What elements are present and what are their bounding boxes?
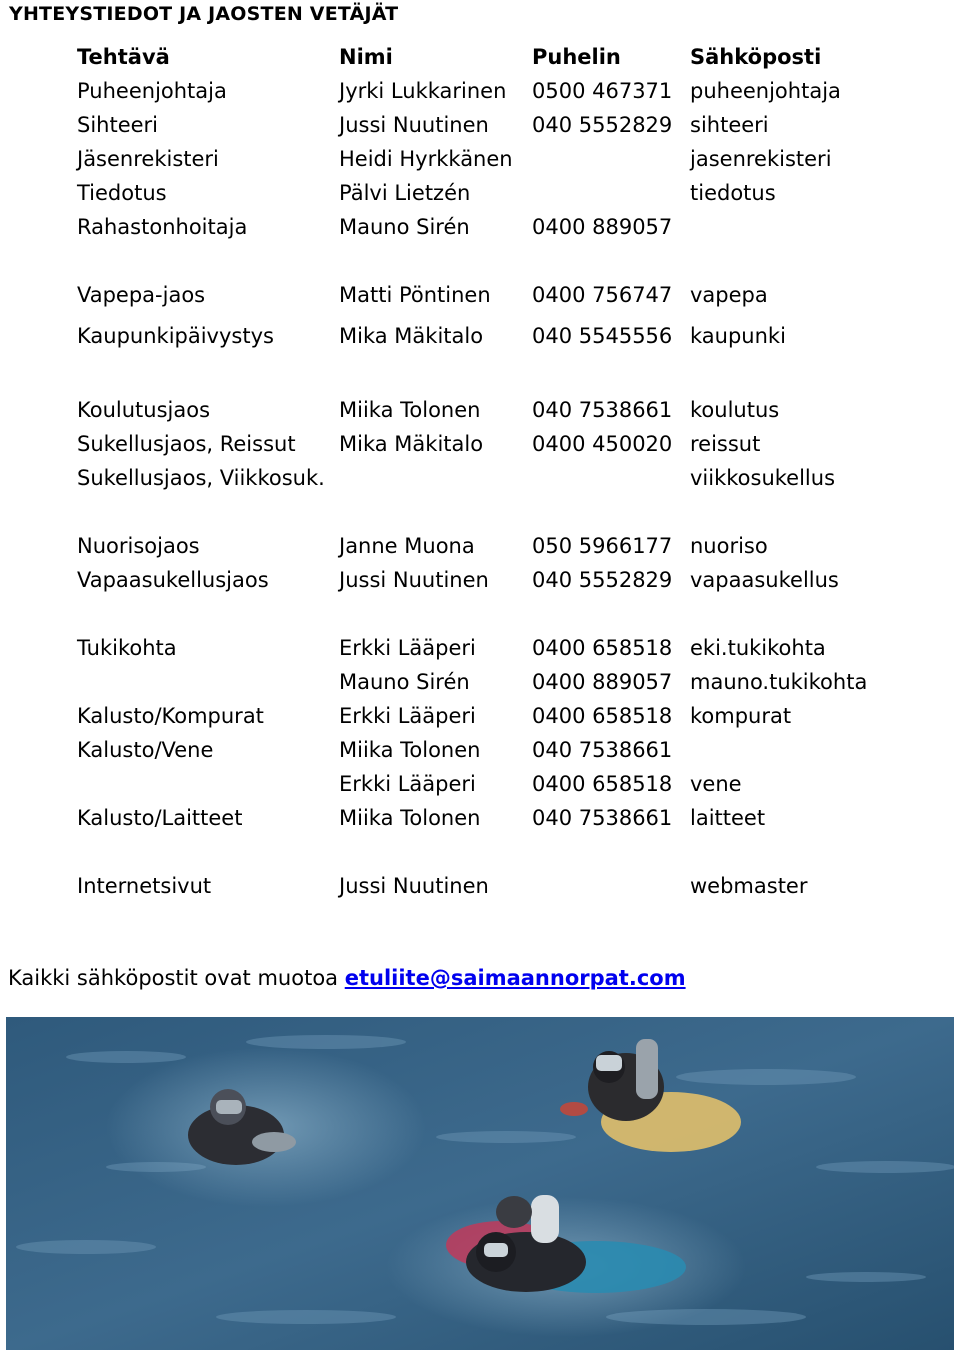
table-row <box>0 461 960 495</box>
phone-cell: 0500 467371 <box>532 79 673 103</box>
role-cell: Sukellusjaos, Reissut <box>77 432 296 456</box>
role-cell: Tukikohta <box>77 636 177 660</box>
role-cell: Vapaasukellusjaos <box>77 568 269 592</box>
table-row <box>0 210 960 244</box>
phone-cell: 040 7538661 <box>532 398 673 422</box>
phone-cell: 040 7538661 <box>532 738 673 762</box>
name-cell: Jussi Nuutinen <box>339 568 489 592</box>
email-format-note <box>8 962 686 994</box>
divers-photo <box>6 1017 954 1350</box>
table-row <box>0 74 960 108</box>
phone-cell: 0400 889057 <box>532 670 673 694</box>
name-cell: Mika Mäkitalo <box>339 324 484 348</box>
name-cell: Matti Pöntinen <box>339 283 491 307</box>
note-text: Kaikki sähköpostit ovat muotoa <box>8 966 345 990</box>
email-cell: webmaster <box>690 874 808 898</box>
table-row <box>0 176 960 210</box>
header-email: Sähköposti <box>690 45 822 69</box>
email-cell: viikkosukellus <box>690 466 836 490</box>
phone-cell: 0400 658518 <box>532 704 673 728</box>
email-cell: puheenjohtaja <box>690 79 841 103</box>
divers-photo-illustration <box>6 1017 954 1350</box>
email-cell: kompurat <box>690 704 792 728</box>
email-cell: reissut <box>690 432 761 456</box>
header-role: Tehtävä <box>77 45 170 69</box>
table-row <box>0 733 960 767</box>
table-header <box>0 40 960 74</box>
name-cell: Erkki Lääperi <box>339 772 476 796</box>
phone-cell: 040 5552829 <box>532 113 673 137</box>
table-row <box>0 563 960 597</box>
name-cell: Miika Tolonen <box>339 398 481 422</box>
email-cell: vene <box>690 772 742 796</box>
table-row <box>0 801 960 835</box>
table-row <box>0 319 960 353</box>
role-cell: Kalusto/Laitteet <box>77 806 243 830</box>
header-name: Nimi <box>339 45 393 69</box>
email-cell: laitteet <box>690 806 766 830</box>
phone-cell: 0400 889057 <box>532 215 673 239</box>
email-cell: jasenrekisteri <box>690 147 832 171</box>
phone-cell: 0400 658518 <box>532 772 673 796</box>
table-row <box>0 108 960 142</box>
name-cell: Mauno Sirén <box>339 670 470 694</box>
table-row <box>0 699 960 733</box>
name-cell: Mauno Sirén <box>339 215 470 239</box>
email-cell: mauno.tukikohta <box>690 670 868 694</box>
phone-cell: 0400 756747 <box>532 283 673 307</box>
name-cell: Erkki Lääperi <box>339 636 476 660</box>
name-cell: Janne Muona <box>339 534 475 558</box>
email-cell: koulutus <box>690 398 780 422</box>
table-row <box>0 529 960 563</box>
name-cell: Jyrki Lukkarinen <box>339 79 507 103</box>
phone-cell: 040 5545556 <box>532 324 673 348</box>
email-cell: sihteeri <box>690 113 769 137</box>
role-cell: Jäsenrekisteri <box>77 147 219 171</box>
page-title: YHTEYSTIEDOT JA JAOSTEN VETÄJÄT <box>9 3 399 25</box>
name-cell: Heidi Hyrkkänen <box>339 147 513 171</box>
role-cell: Rahastonhoitaja <box>77 215 248 239</box>
name-cell: Jussi Nuutinen <box>339 113 489 137</box>
table-row <box>0 427 960 461</box>
name-cell: Jussi Nuutinen <box>339 874 489 898</box>
table-row <box>0 278 960 312</box>
header-phone: Puhelin <box>532 45 621 69</box>
role-cell: Internetsivut <box>77 874 212 898</box>
table-row <box>0 142 960 176</box>
phone-cell: 0400 658518 <box>532 636 673 660</box>
email-cell: nuoriso <box>690 534 768 558</box>
email-cell: kaupunki <box>690 324 786 348</box>
table-row <box>0 869 960 903</box>
role-cell: Tiedotus <box>77 181 167 205</box>
role-cell: Puheenjohtaja <box>77 79 227 103</box>
email-cell: eki.tukikohta <box>690 636 826 660</box>
name-cell: Mika Mäkitalo <box>339 432 484 456</box>
role-cell: Sukellusjaos, Viikkosuk. <box>77 466 325 490</box>
role-cell: Kaupunkipäivystys <box>77 324 274 348</box>
role-cell: Kalusto/Kompurat <box>77 704 264 728</box>
name-cell: Miika Tolonen <box>339 806 481 830</box>
table-row <box>0 665 960 699</box>
email-cell: vapepa <box>690 283 768 307</box>
table-row <box>0 393 960 427</box>
phone-cell: 040 7538661 <box>532 806 673 830</box>
phone-cell: 040 5552829 <box>532 568 673 592</box>
table-row <box>0 631 960 665</box>
role-cell: Sihteeri <box>77 113 159 137</box>
name-cell: Pälvi Lietzén <box>339 181 471 205</box>
name-cell: Miika Tolonen <box>339 738 481 762</box>
role-cell: Vapepa-jaos <box>77 283 206 307</box>
role-cell: Kalusto/Vene <box>77 738 214 762</box>
phone-cell: 0400 450020 <box>532 432 673 456</box>
name-cell: Erkki Lääperi <box>339 704 476 728</box>
email-cell: vapaasukellus <box>690 568 839 592</box>
phone-cell: 050 5966177 <box>532 534 673 558</box>
email-cell: tiedotus <box>690 181 776 205</box>
role-cell: Koulutusjaos <box>77 398 211 422</box>
role-cell: Nuorisojaos <box>77 534 200 558</box>
table-row <box>0 767 960 801</box>
email-link[interactable]: etuliite@saimaannorpat.com <box>344 966 686 990</box>
